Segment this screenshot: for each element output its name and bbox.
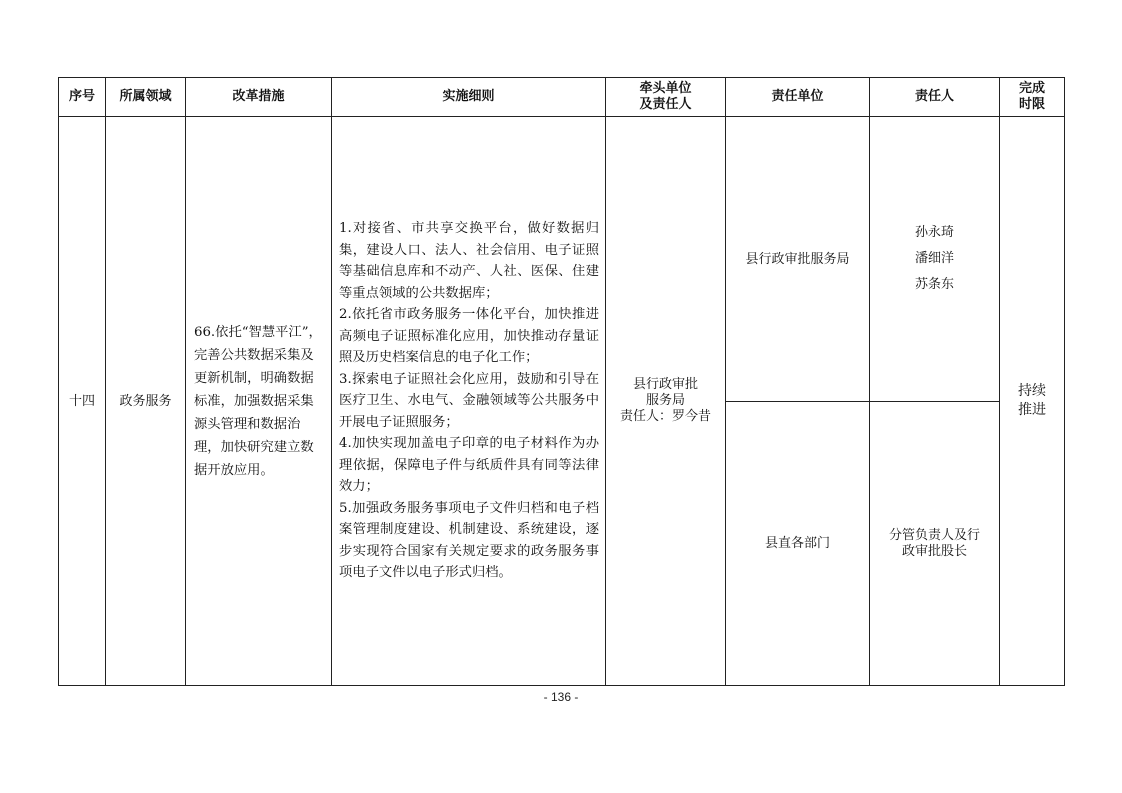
cell-person-2 [870, 402, 1000, 686]
detail-item: 2.依托省市政务服务一体化平台，加快推进高频电子证照标准化应用，加快推动存量证照及历史档案信息的电子化工作； [339, 307, 599, 366]
header-lead [606, 78, 726, 117]
lead-line1: 县行政审批 [632, 377, 698, 392]
cell-lead [606, 117, 726, 686]
cell-domain: 政务服务 [106, 117, 186, 686]
header-person: 责任人 [870, 78, 1000, 117]
header-deadline [1000, 78, 1065, 117]
detail-item: 5.加强政务服务事项电子文件归档和电子档案管理制度建设、机制建设、系统建设，逐步实现符合国家有关规定要求的政务服务事项电子文件以电子形式归档。 [339, 500, 599, 581]
table-row [59, 117, 1065, 402]
deadline-line1: 持续 [1018, 383, 1046, 399]
cell-seq: 十四 [59, 117, 106, 686]
header-seq: 序号 [59, 78, 106, 117]
cell-unit-2: 县直各部门 [726, 402, 870, 686]
header-lead-line2: 及责任人 [639, 97, 692, 112]
lead-line3: 责任人：罗今昔 [619, 409, 711, 424]
person-name: 苏条东 [914, 277, 954, 292]
detail-item: 1.对接省、市共享交换平台，做好数据归集，建设人口、法人、社会信用、电子证照等基础信息库和不动产、人社、医保、住建等重点领域的公共数据库； [339, 221, 599, 301]
header-deadline-line1: 完成 [1018, 81, 1045, 96]
cell-unit-1: 县行政审批服务局 [726, 117, 870, 402]
header-deadline-line2: 时限 [1018, 97, 1045, 112]
detail-item: 4.加快实现加盖电子印章的电子材料作为办理依据，保障电子件与纸质件具有同等法律效力； [339, 436, 599, 495]
header-domain: 所属领域 [106, 78, 186, 117]
cell-person-1 [870, 117, 1000, 402]
detail-item: 3.探索电子证照社会化应用，鼓励和引导在医疗卫生、水电气、金融领域等公共服务中开展电子证照服务； [339, 371, 599, 430]
page-number: - 136 - [543, 690, 579, 704]
table-header-row [59, 78, 1065, 117]
person-name: 潘细洋 [914, 251, 954, 266]
header-measure: 改革措施 [186, 78, 332, 117]
person2-line2: 政审批股长 [901, 543, 967, 559]
header-unit: 责任单位 [726, 78, 870, 117]
lead-line2: 服务局 [645, 393, 685, 408]
person2-line1: 分管负责人及行 [888, 527, 980, 543]
cell-measure: 66.依托“智慧平江”，完善公共数据采集及更新机制，明确数据标准，加强数据采集源头管理和数据治理，加快研究建立数据开放应用。 [186, 117, 332, 686]
reform-task-table [58, 77, 1065, 686]
cell-detail [332, 117, 606, 686]
header-detail: 实施细则 [332, 78, 606, 117]
deadline-line2: 推进 [1018, 402, 1046, 418]
header-lead-line1: 牵头单位 [639, 81, 692, 96]
person-name: 孙永琦 [914, 225, 954, 240]
cell-deadline [1000, 117, 1065, 686]
